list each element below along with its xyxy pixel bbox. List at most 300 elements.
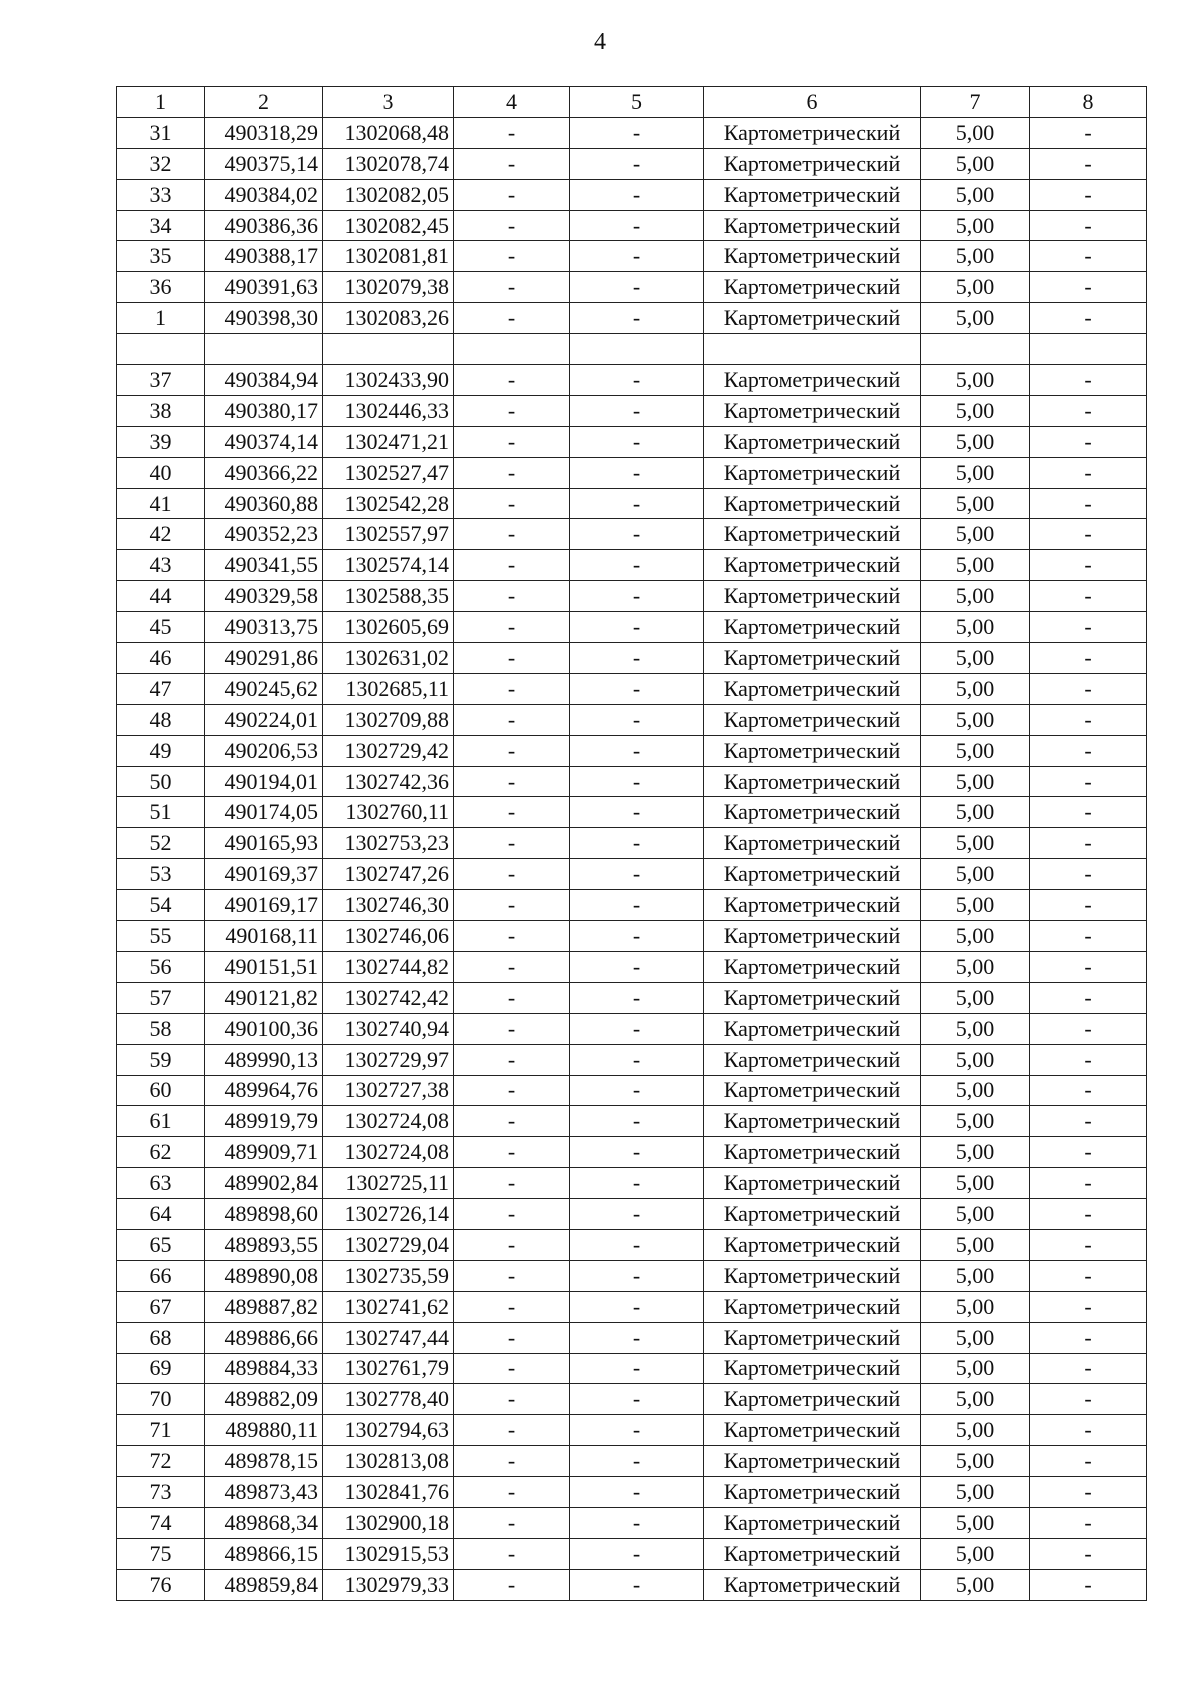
column-8-cell: - <box>1030 550 1147 581</box>
method-cell: Картометрический <box>704 643 921 674</box>
point-number-cell: 48 <box>117 704 205 735</box>
column-4-cell: - <box>454 272 570 303</box>
column-8-cell: - <box>1030 1168 1147 1199</box>
y-coordinate-cell: 1302588,35 <box>323 581 454 612</box>
x-coordinate-cell: 490329,58 <box>205 581 323 612</box>
table-row <box>117 210 1147 241</box>
y-coordinate-cell: 1302794,63 <box>323 1415 454 1446</box>
accuracy-cell: 5,00 <box>921 1415 1030 1446</box>
column-5-cell: - <box>570 643 704 674</box>
column-5-cell: - <box>570 1477 704 1508</box>
method-cell: Картометрический <box>704 426 921 457</box>
accuracy-cell <box>921 334 1030 365</box>
method-cell: Картометрический <box>704 365 921 396</box>
column-5-cell: - <box>570 457 704 488</box>
method-cell: Картометрический <box>704 735 921 766</box>
column-4-cell: - <box>454 859 570 890</box>
accuracy-cell: 5,00 <box>921 395 1030 426</box>
column-8-cell: - <box>1030 1538 1147 1569</box>
column-4-cell: - <box>454 797 570 828</box>
column-5-cell: - <box>570 426 704 457</box>
column-5-cell: - <box>570 117 704 148</box>
accuracy-cell: 5,00 <box>921 890 1030 921</box>
column-5-cell: - <box>570 673 704 704</box>
accuracy-cell: 5,00 <box>921 457 1030 488</box>
table-row <box>117 735 1147 766</box>
y-coordinate-cell: 1302078,74 <box>323 148 454 179</box>
accuracy-cell: 5,00 <box>921 1384 1030 1415</box>
accuracy-cell: 5,00 <box>921 550 1030 581</box>
column-8-cell: - <box>1030 766 1147 797</box>
x-coordinate-cell: 490375,14 <box>205 148 323 179</box>
column-4-cell: - <box>454 982 570 1013</box>
point-number-cell: 46 <box>117 643 205 674</box>
y-coordinate-cell: 1302082,05 <box>323 179 454 210</box>
table-row <box>117 1229 1147 1260</box>
x-coordinate-cell: 490341,55 <box>205 550 323 581</box>
y-coordinate-cell: 1302727,38 <box>323 1075 454 1106</box>
column-4-cell: - <box>454 117 570 148</box>
column-4-cell: - <box>454 519 570 550</box>
point-number-cell: 56 <box>117 951 205 982</box>
y-coordinate-cell: 1302729,04 <box>323 1229 454 1260</box>
accuracy-cell: 5,00 <box>921 982 1030 1013</box>
accuracy-cell: 5,00 <box>921 519 1030 550</box>
table-row <box>117 581 1147 612</box>
accuracy-cell: 5,00 <box>921 1446 1030 1477</box>
column-8-cell: - <box>1030 426 1147 457</box>
table-row <box>117 1044 1147 1075</box>
point-number-cell: 58 <box>117 1013 205 1044</box>
column-header-5: 5 <box>570 87 704 118</box>
accuracy-cell: 5,00 <box>921 148 1030 179</box>
column-4-cell: - <box>454 704 570 735</box>
x-coordinate-cell: 490168,11 <box>205 921 323 952</box>
method-cell: Картометрический <box>704 581 921 612</box>
y-coordinate-cell: 1302747,44 <box>323 1322 454 1353</box>
method-cell: Картометрический <box>704 1538 921 1569</box>
accuracy-cell: 5,00 <box>921 581 1030 612</box>
method-cell: Картометрический <box>704 1477 921 1508</box>
y-coordinate-cell: 1302761,79 <box>323 1353 454 1384</box>
y-coordinate-cell: 1302724,08 <box>323 1106 454 1137</box>
accuracy-cell: 5,00 <box>921 951 1030 982</box>
table-row <box>117 1168 1147 1199</box>
column-header-2: 2 <box>205 87 323 118</box>
point-number-cell: 54 <box>117 890 205 921</box>
y-coordinate-cell: 1302081,81 <box>323 241 454 272</box>
column-8-cell: - <box>1030 1013 1147 1044</box>
method-cell: Картометрический <box>704 612 921 643</box>
x-coordinate-cell: 490386,36 <box>205 210 323 241</box>
method-cell: Картометрический <box>704 395 921 426</box>
y-coordinate-cell: 1302742,42 <box>323 982 454 1013</box>
point-number-cell: 66 <box>117 1260 205 1291</box>
table-row <box>117 457 1147 488</box>
table-row <box>117 241 1147 272</box>
x-coordinate-cell: 489868,34 <box>205 1507 323 1538</box>
point-number-cell: 70 <box>117 1384 205 1415</box>
method-cell <box>704 334 921 365</box>
column-8-cell: - <box>1030 1044 1147 1075</box>
x-coordinate-cell: 489873,43 <box>205 1477 323 1508</box>
point-number-cell: 44 <box>117 581 205 612</box>
method-cell: Картометрический <box>704 704 921 735</box>
column-5-cell: - <box>570 797 704 828</box>
table-row <box>117 982 1147 1013</box>
column-4-cell <box>454 334 570 365</box>
column-8-cell: - <box>1030 395 1147 426</box>
y-coordinate-cell: 1302542,28 <box>323 488 454 519</box>
table-row <box>117 148 1147 179</box>
point-number-cell: 39 <box>117 426 205 457</box>
accuracy-cell: 5,00 <box>921 426 1030 457</box>
accuracy-cell: 5,00 <box>921 1106 1030 1137</box>
point-number-cell: 72 <box>117 1446 205 1477</box>
column-8-cell: - <box>1030 643 1147 674</box>
x-coordinate-cell: 490169,17 <box>205 890 323 921</box>
table-row <box>117 1137 1147 1168</box>
y-coordinate-cell: 1302709,88 <box>323 704 454 735</box>
accuracy-cell: 5,00 <box>921 117 1030 148</box>
accuracy-cell: 5,00 <box>921 921 1030 952</box>
x-coordinate-cell <box>205 334 323 365</box>
point-number-cell: 51 <box>117 797 205 828</box>
table-row <box>117 1260 1147 1291</box>
column-5-cell: - <box>570 951 704 982</box>
method-cell: Картометрический <box>704 1569 921 1600</box>
method-cell: Картометрический <box>704 272 921 303</box>
column-4-cell: - <box>454 951 570 982</box>
x-coordinate-cell: 490165,93 <box>205 828 323 859</box>
column-5-cell: - <box>570 1137 704 1168</box>
x-coordinate-cell: 489886,66 <box>205 1322 323 1353</box>
column-8-cell: - <box>1030 735 1147 766</box>
table-row <box>117 766 1147 797</box>
table-row <box>117 859 1147 890</box>
method-cell: Картометрический <box>704 1260 921 1291</box>
point-number-cell: 64 <box>117 1199 205 1230</box>
x-coordinate-cell: 489859,84 <box>205 1569 323 1600</box>
column-8-cell: - <box>1030 612 1147 643</box>
column-4-cell: - <box>454 303 570 334</box>
y-coordinate-cell: 1302079,38 <box>323 272 454 303</box>
column-4-cell: - <box>454 210 570 241</box>
y-coordinate-cell: 1302471,21 <box>323 426 454 457</box>
method-cell: Картометрический <box>704 148 921 179</box>
method-cell: Картометрический <box>704 210 921 241</box>
x-coordinate-cell: 489882,09 <box>205 1384 323 1415</box>
table-row <box>117 1075 1147 1106</box>
table-header-row <box>117 87 1147 118</box>
method-cell: Картометрический <box>704 797 921 828</box>
method-cell: Картометрический <box>704 1013 921 1044</box>
column-4-cell: - <box>454 1260 570 1291</box>
point-number-cell: 74 <box>117 1507 205 1538</box>
column-4-cell: - <box>454 1477 570 1508</box>
column-4-cell: - <box>454 1137 570 1168</box>
point-number-cell: 57 <box>117 982 205 1013</box>
point-number-cell: 73 <box>117 1477 205 1508</box>
y-coordinate-cell: 1302082,45 <box>323 210 454 241</box>
y-coordinate-cell: 1302813,08 <box>323 1446 454 1477</box>
y-coordinate-cell <box>323 334 454 365</box>
point-number-cell: 50 <box>117 766 205 797</box>
point-number-cell: 43 <box>117 550 205 581</box>
column-4-cell: - <box>454 395 570 426</box>
y-coordinate-cell: 1302557,97 <box>323 519 454 550</box>
column-4-cell: - <box>454 673 570 704</box>
column-8-cell: - <box>1030 1137 1147 1168</box>
table-row <box>117 1446 1147 1477</box>
accuracy-cell: 5,00 <box>921 1322 1030 1353</box>
method-cell: Картометрический <box>704 1137 921 1168</box>
column-5-cell: - <box>570 519 704 550</box>
column-5-cell: - <box>570 1199 704 1230</box>
column-8-cell: - <box>1030 673 1147 704</box>
x-coordinate-cell: 490398,30 <box>205 303 323 334</box>
accuracy-cell: 5,00 <box>921 1168 1030 1199</box>
y-coordinate-cell: 1302747,26 <box>323 859 454 890</box>
y-coordinate-cell: 1302760,11 <box>323 797 454 828</box>
table-row <box>117 673 1147 704</box>
column-4-cell: - <box>454 1106 570 1137</box>
table-row <box>117 1477 1147 1508</box>
accuracy-cell: 5,00 <box>921 179 1030 210</box>
method-cell: Картометрический <box>704 890 921 921</box>
column-header-4: 4 <box>454 87 570 118</box>
column-header-6: 6 <box>704 87 921 118</box>
point-number-cell: 1 <box>117 303 205 334</box>
column-5-cell: - <box>570 148 704 179</box>
accuracy-cell: 5,00 <box>921 1137 1030 1168</box>
column-8-cell: - <box>1030 1569 1147 1600</box>
column-8-cell: - <box>1030 1322 1147 1353</box>
column-5-cell: - <box>570 612 704 643</box>
accuracy-cell: 5,00 <box>921 612 1030 643</box>
x-coordinate-cell: 490174,05 <box>205 797 323 828</box>
column-5-cell: - <box>570 1353 704 1384</box>
x-coordinate-cell: 490169,37 <box>205 859 323 890</box>
accuracy-cell: 5,00 <box>921 365 1030 396</box>
x-coordinate-cell: 490245,62 <box>205 673 323 704</box>
accuracy-cell: 5,00 <box>921 1260 1030 1291</box>
column-5-cell: - <box>570 735 704 766</box>
point-number-cell: 67 <box>117 1291 205 1322</box>
column-5-cell: - <box>570 1013 704 1044</box>
column-4-cell: - <box>454 1384 570 1415</box>
column-4-cell: - <box>454 1415 570 1446</box>
x-coordinate-cell: 490151,51 <box>205 951 323 982</box>
column-5-cell: - <box>570 1569 704 1600</box>
y-coordinate-cell: 1302979,33 <box>323 1569 454 1600</box>
point-number-cell: 71 <box>117 1415 205 1446</box>
point-number-cell: 45 <box>117 612 205 643</box>
method-cell: Картометрический <box>704 1415 921 1446</box>
method-cell: Картометрический <box>704 241 921 272</box>
coordinates-table <box>116 86 1147 1601</box>
y-coordinate-cell: 1302753,23 <box>323 828 454 859</box>
accuracy-cell: 5,00 <box>921 1013 1030 1044</box>
method-cell: Картометрический <box>704 457 921 488</box>
column-8-cell: - <box>1030 1446 1147 1477</box>
column-8-cell: - <box>1030 210 1147 241</box>
column-8-cell: - <box>1030 365 1147 396</box>
column-5-cell: - <box>570 1229 704 1260</box>
column-8-cell: - <box>1030 982 1147 1013</box>
column-4-cell: - <box>454 1013 570 1044</box>
column-8-cell: - <box>1030 488 1147 519</box>
column-5-cell: - <box>570 303 704 334</box>
column-4-cell: - <box>454 1538 570 1569</box>
x-coordinate-cell: 489964,76 <box>205 1075 323 1106</box>
column-4-cell: - <box>454 1291 570 1322</box>
column-4-cell: - <box>454 457 570 488</box>
method-cell: Картометрический <box>704 828 921 859</box>
column-8-cell: - <box>1030 1507 1147 1538</box>
column-5-cell: - <box>570 365 704 396</box>
y-coordinate-cell: 1302724,08 <box>323 1137 454 1168</box>
column-5-cell: - <box>570 1538 704 1569</box>
y-coordinate-cell: 1302605,69 <box>323 612 454 643</box>
y-coordinate-cell: 1302433,90 <box>323 365 454 396</box>
column-5-cell: - <box>570 1384 704 1415</box>
column-5-cell: - <box>570 766 704 797</box>
column-4-cell: - <box>454 828 570 859</box>
column-8-cell: - <box>1030 1415 1147 1446</box>
method-cell: Картометрический <box>704 117 921 148</box>
method-cell: Картометрический <box>704 1507 921 1538</box>
column-5-cell: - <box>570 272 704 303</box>
accuracy-cell: 5,00 <box>921 797 1030 828</box>
column-4-cell: - <box>454 581 570 612</box>
y-coordinate-cell: 1302083,26 <box>323 303 454 334</box>
method-cell: Картометрический <box>704 1044 921 1075</box>
point-number-cell: 59 <box>117 1044 205 1075</box>
column-4-cell: - <box>454 1075 570 1106</box>
table-row <box>117 1569 1147 1600</box>
column-8-cell: - <box>1030 519 1147 550</box>
column-5-cell: - <box>570 395 704 426</box>
column-5-cell: - <box>570 1168 704 1199</box>
y-coordinate-cell: 1302574,14 <box>323 550 454 581</box>
x-coordinate-cell: 490313,75 <box>205 612 323 643</box>
column-5-cell: - <box>570 241 704 272</box>
point-number-cell: 61 <box>117 1106 205 1137</box>
x-coordinate-cell: 489902,84 <box>205 1168 323 1199</box>
accuracy-cell: 5,00 <box>921 1569 1030 1600</box>
x-coordinate-cell: 490206,53 <box>205 735 323 766</box>
x-coordinate-cell: 489898,60 <box>205 1199 323 1230</box>
method-cell: Картометрический <box>704 982 921 1013</box>
method-cell: Картометрический <box>704 921 921 952</box>
x-coordinate-cell: 490224,01 <box>205 704 323 735</box>
point-number-cell: 40 <box>117 457 205 488</box>
method-cell: Картометрический <box>704 488 921 519</box>
y-coordinate-cell: 1302778,40 <box>323 1384 454 1415</box>
column-8-cell: - <box>1030 890 1147 921</box>
column-4-cell: - <box>454 1322 570 1353</box>
column-5-cell: - <box>570 1044 704 1075</box>
x-coordinate-cell: 490384,02 <box>205 179 323 210</box>
y-coordinate-cell: 1302744,82 <box>323 951 454 982</box>
table-row <box>117 1291 1147 1322</box>
column-5-cell: - <box>570 210 704 241</box>
y-coordinate-cell: 1302735,59 <box>323 1260 454 1291</box>
accuracy-cell: 5,00 <box>921 1353 1030 1384</box>
column-8-cell: - <box>1030 179 1147 210</box>
table-row <box>117 395 1147 426</box>
table-row <box>117 1013 1147 1044</box>
table-row <box>117 951 1147 982</box>
y-coordinate-cell: 1302900,18 <box>323 1507 454 1538</box>
column-5-cell: - <box>570 1415 704 1446</box>
method-cell: Картометрический <box>704 1322 921 1353</box>
column-5-cell: - <box>570 828 704 859</box>
point-number-cell: 47 <box>117 673 205 704</box>
x-coordinate-cell: 489887,82 <box>205 1291 323 1322</box>
point-number-cell: 34 <box>117 210 205 241</box>
point-number-cell: 38 <box>117 395 205 426</box>
column-8-cell: - <box>1030 148 1147 179</box>
accuracy-cell: 5,00 <box>921 488 1030 519</box>
column-4-cell: - <box>454 1044 570 1075</box>
column-5-cell: - <box>570 1446 704 1477</box>
method-cell: Картометрический <box>704 673 921 704</box>
table-row <box>117 1353 1147 1384</box>
point-number-cell: 65 <box>117 1229 205 1260</box>
y-coordinate-cell: 1302729,97 <box>323 1044 454 1075</box>
x-coordinate-cell: 489884,33 <box>205 1353 323 1384</box>
method-cell: Картометрический <box>704 859 921 890</box>
column-4-cell: - <box>454 241 570 272</box>
column-4-cell: - <box>454 365 570 396</box>
column-4-cell: - <box>454 1168 570 1199</box>
column-5-cell: - <box>570 550 704 581</box>
table-row <box>117 612 1147 643</box>
point-number-cell: 68 <box>117 1322 205 1353</box>
column-8-cell: - <box>1030 241 1147 272</box>
column-4-cell: - <box>454 766 570 797</box>
point-number-cell: 62 <box>117 1137 205 1168</box>
table-row <box>117 921 1147 952</box>
column-5-cell: - <box>570 1291 704 1322</box>
table-row <box>117 1322 1147 1353</box>
column-8-cell: - <box>1030 1291 1147 1322</box>
x-coordinate-cell: 489866,15 <box>205 1538 323 1569</box>
x-coordinate-cell: 490318,29 <box>205 117 323 148</box>
y-coordinate-cell: 1302446,33 <box>323 395 454 426</box>
point-number-cell: 63 <box>117 1168 205 1199</box>
accuracy-cell: 5,00 <box>921 241 1030 272</box>
column-8-cell: - <box>1030 951 1147 982</box>
table-row <box>117 519 1147 550</box>
accuracy-cell: 5,00 <box>921 828 1030 859</box>
method-cell: Картометрический <box>704 1446 921 1477</box>
table-row <box>117 1538 1147 1569</box>
method-cell: Картометрический <box>704 1291 921 1322</box>
column-8-cell: - <box>1030 1477 1147 1508</box>
accuracy-cell: 5,00 <box>921 643 1030 674</box>
y-coordinate-cell: 1302725,11 <box>323 1168 454 1199</box>
x-coordinate-cell: 490194,01 <box>205 766 323 797</box>
column-4-cell: - <box>454 612 570 643</box>
column-5-cell: - <box>570 921 704 952</box>
column-5-cell: - <box>570 1106 704 1137</box>
column-8-cell: - <box>1030 797 1147 828</box>
x-coordinate-cell: 490352,23 <box>205 519 323 550</box>
method-cell: Картометрический <box>704 1106 921 1137</box>
